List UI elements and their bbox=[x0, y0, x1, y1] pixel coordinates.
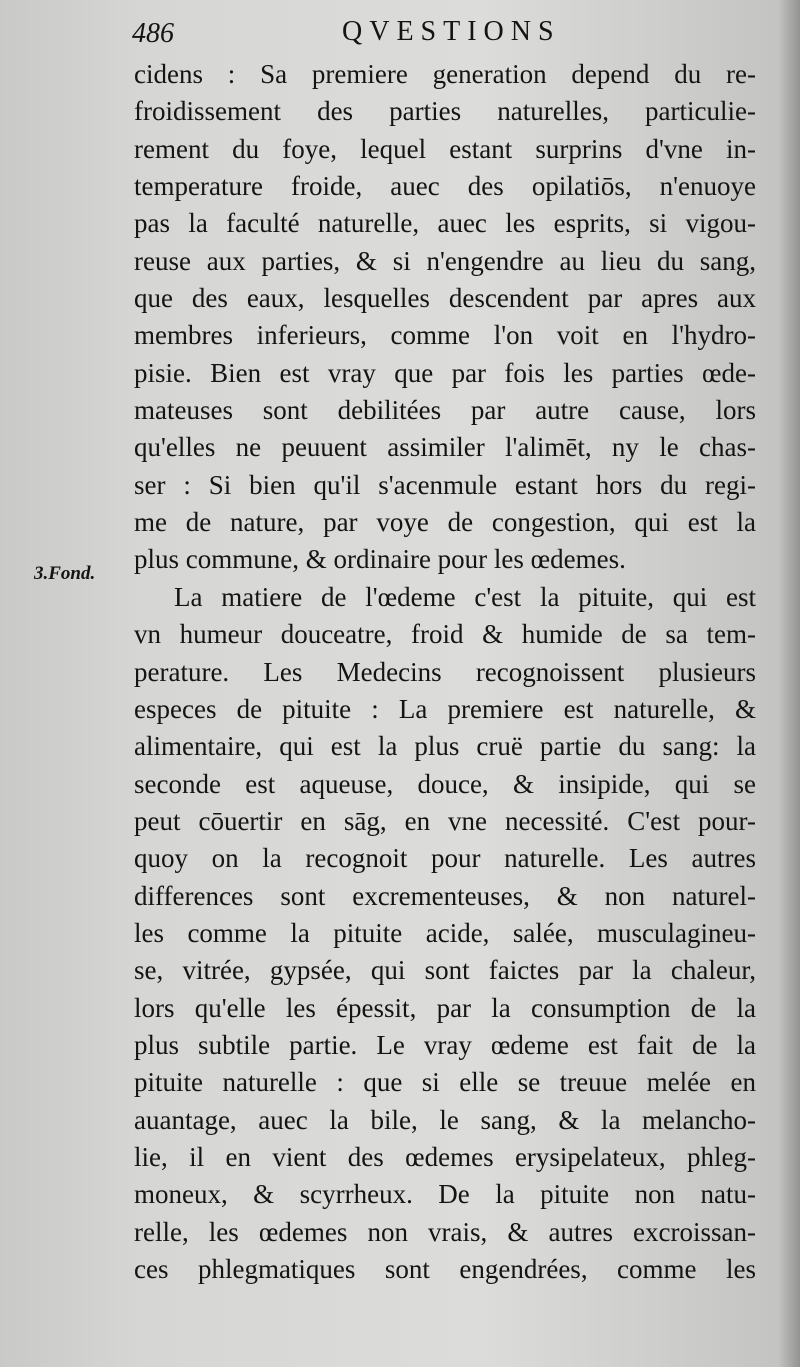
margin-note: 3.Fond. bbox=[34, 563, 96, 584]
text-line: auantage, auec la bile, le sang, & la melancho- bbox=[134, 1104, 756, 1135]
text-line: quoy on la recognoit pour naturelle. Les autres bbox=[134, 843, 756, 874]
text-line: pas la faculté naturelle, auec les esprits, si vigou- bbox=[134, 208, 756, 239]
text-line: froidissement des parties naturelles, particulie- bbox=[134, 96, 756, 127]
text-line: pituite naturelle : que si elle se treuue melée en bbox=[134, 1067, 756, 1098]
text-line: ser : Si bien qu'il s'acenmule estant hors du regi- bbox=[134, 469, 756, 500]
text-line: differences sont excrementeuses, & non naturel- bbox=[134, 880, 756, 911]
text-line: La matiere de l'œdeme c'est la pituite, qui est bbox=[174, 581, 756, 612]
text-line: lors qu'elle les épessit, par la consumption de la bbox=[134, 992, 756, 1023]
text-line: temperature froide, auec des opilatiōs, n'enuoye bbox=[134, 171, 756, 202]
text-line: reuse aux parties, & si n'engendre au lieu du sang, bbox=[134, 245, 756, 276]
text-line: seconde est aqueuse, douce, & insipide, qui se bbox=[134, 768, 756, 799]
text-line: ces phlegmatiques sont engendrées, comme les bbox=[134, 1254, 756, 1284]
text-line: moneux, & scyrrheux. De la pituite non natu- bbox=[134, 1179, 756, 1210]
page-number: 486 bbox=[132, 18, 174, 49]
text-line: peut cōuertir en sāg, en vne necessité. C'est pour- bbox=[134, 805, 756, 836]
text-line: membres inferieurs, comme l'on voit en l'hydro- bbox=[134, 320, 756, 351]
text-line: especes de pituite : La premiere est naturelle, & bbox=[134, 693, 756, 724]
body-text bbox=[134, 56, 756, 1288]
text-line: relle, les œdemes non vrais, & autres excroissan- bbox=[134, 1216, 756, 1247]
text-line: plus commune, & ordinaire pour les œdemes. bbox=[134, 544, 626, 575]
text-line: rement du foye, lequel estant surprins d'vne in- bbox=[134, 133, 756, 164]
text-line: alimentaire, qui est la plus cruë partie du sang: la bbox=[134, 731, 756, 762]
text-line: cidens : Sa premiere generation depend du re- bbox=[134, 59, 756, 89]
page-header bbox=[132, 14, 752, 54]
text-line: qu'elles ne peuuent assimiler l'alimēt, ny le chas- bbox=[134, 432, 756, 463]
text-line: se, vitrée, gypsée, qui sont faictes par la chaleur, bbox=[134, 955, 756, 986]
text-line: vn humeur douceatre, froid & humide de sa tem- bbox=[134, 619, 756, 650]
text-line: me de nature, par voye de congestion, qui est la bbox=[134, 507, 756, 538]
text-line: les comme la pituite acide, salée, musculagineu- bbox=[134, 917, 756, 948]
text-line: que des eaux, lesquelles descendent par apres aux bbox=[134, 283, 756, 314]
running-head: QVESTIONS bbox=[342, 16, 561, 47]
text-line: plus subtile partie. Le vray œdeme est fait de la bbox=[134, 1029, 756, 1060]
page-spine-shadow bbox=[778, 0, 800, 1367]
text-line: perature. Les Medecins recognoissent plusieurs bbox=[134, 656, 756, 687]
text-line: pisie. Bien est vray que par fois les parties œde- bbox=[134, 357, 756, 388]
text-line: mateuses sont debilitées par autre cause, lors bbox=[134, 395, 756, 426]
text-line: lie, il en vient des œdemes erysipelateux, phleg- bbox=[134, 1141, 756, 1172]
